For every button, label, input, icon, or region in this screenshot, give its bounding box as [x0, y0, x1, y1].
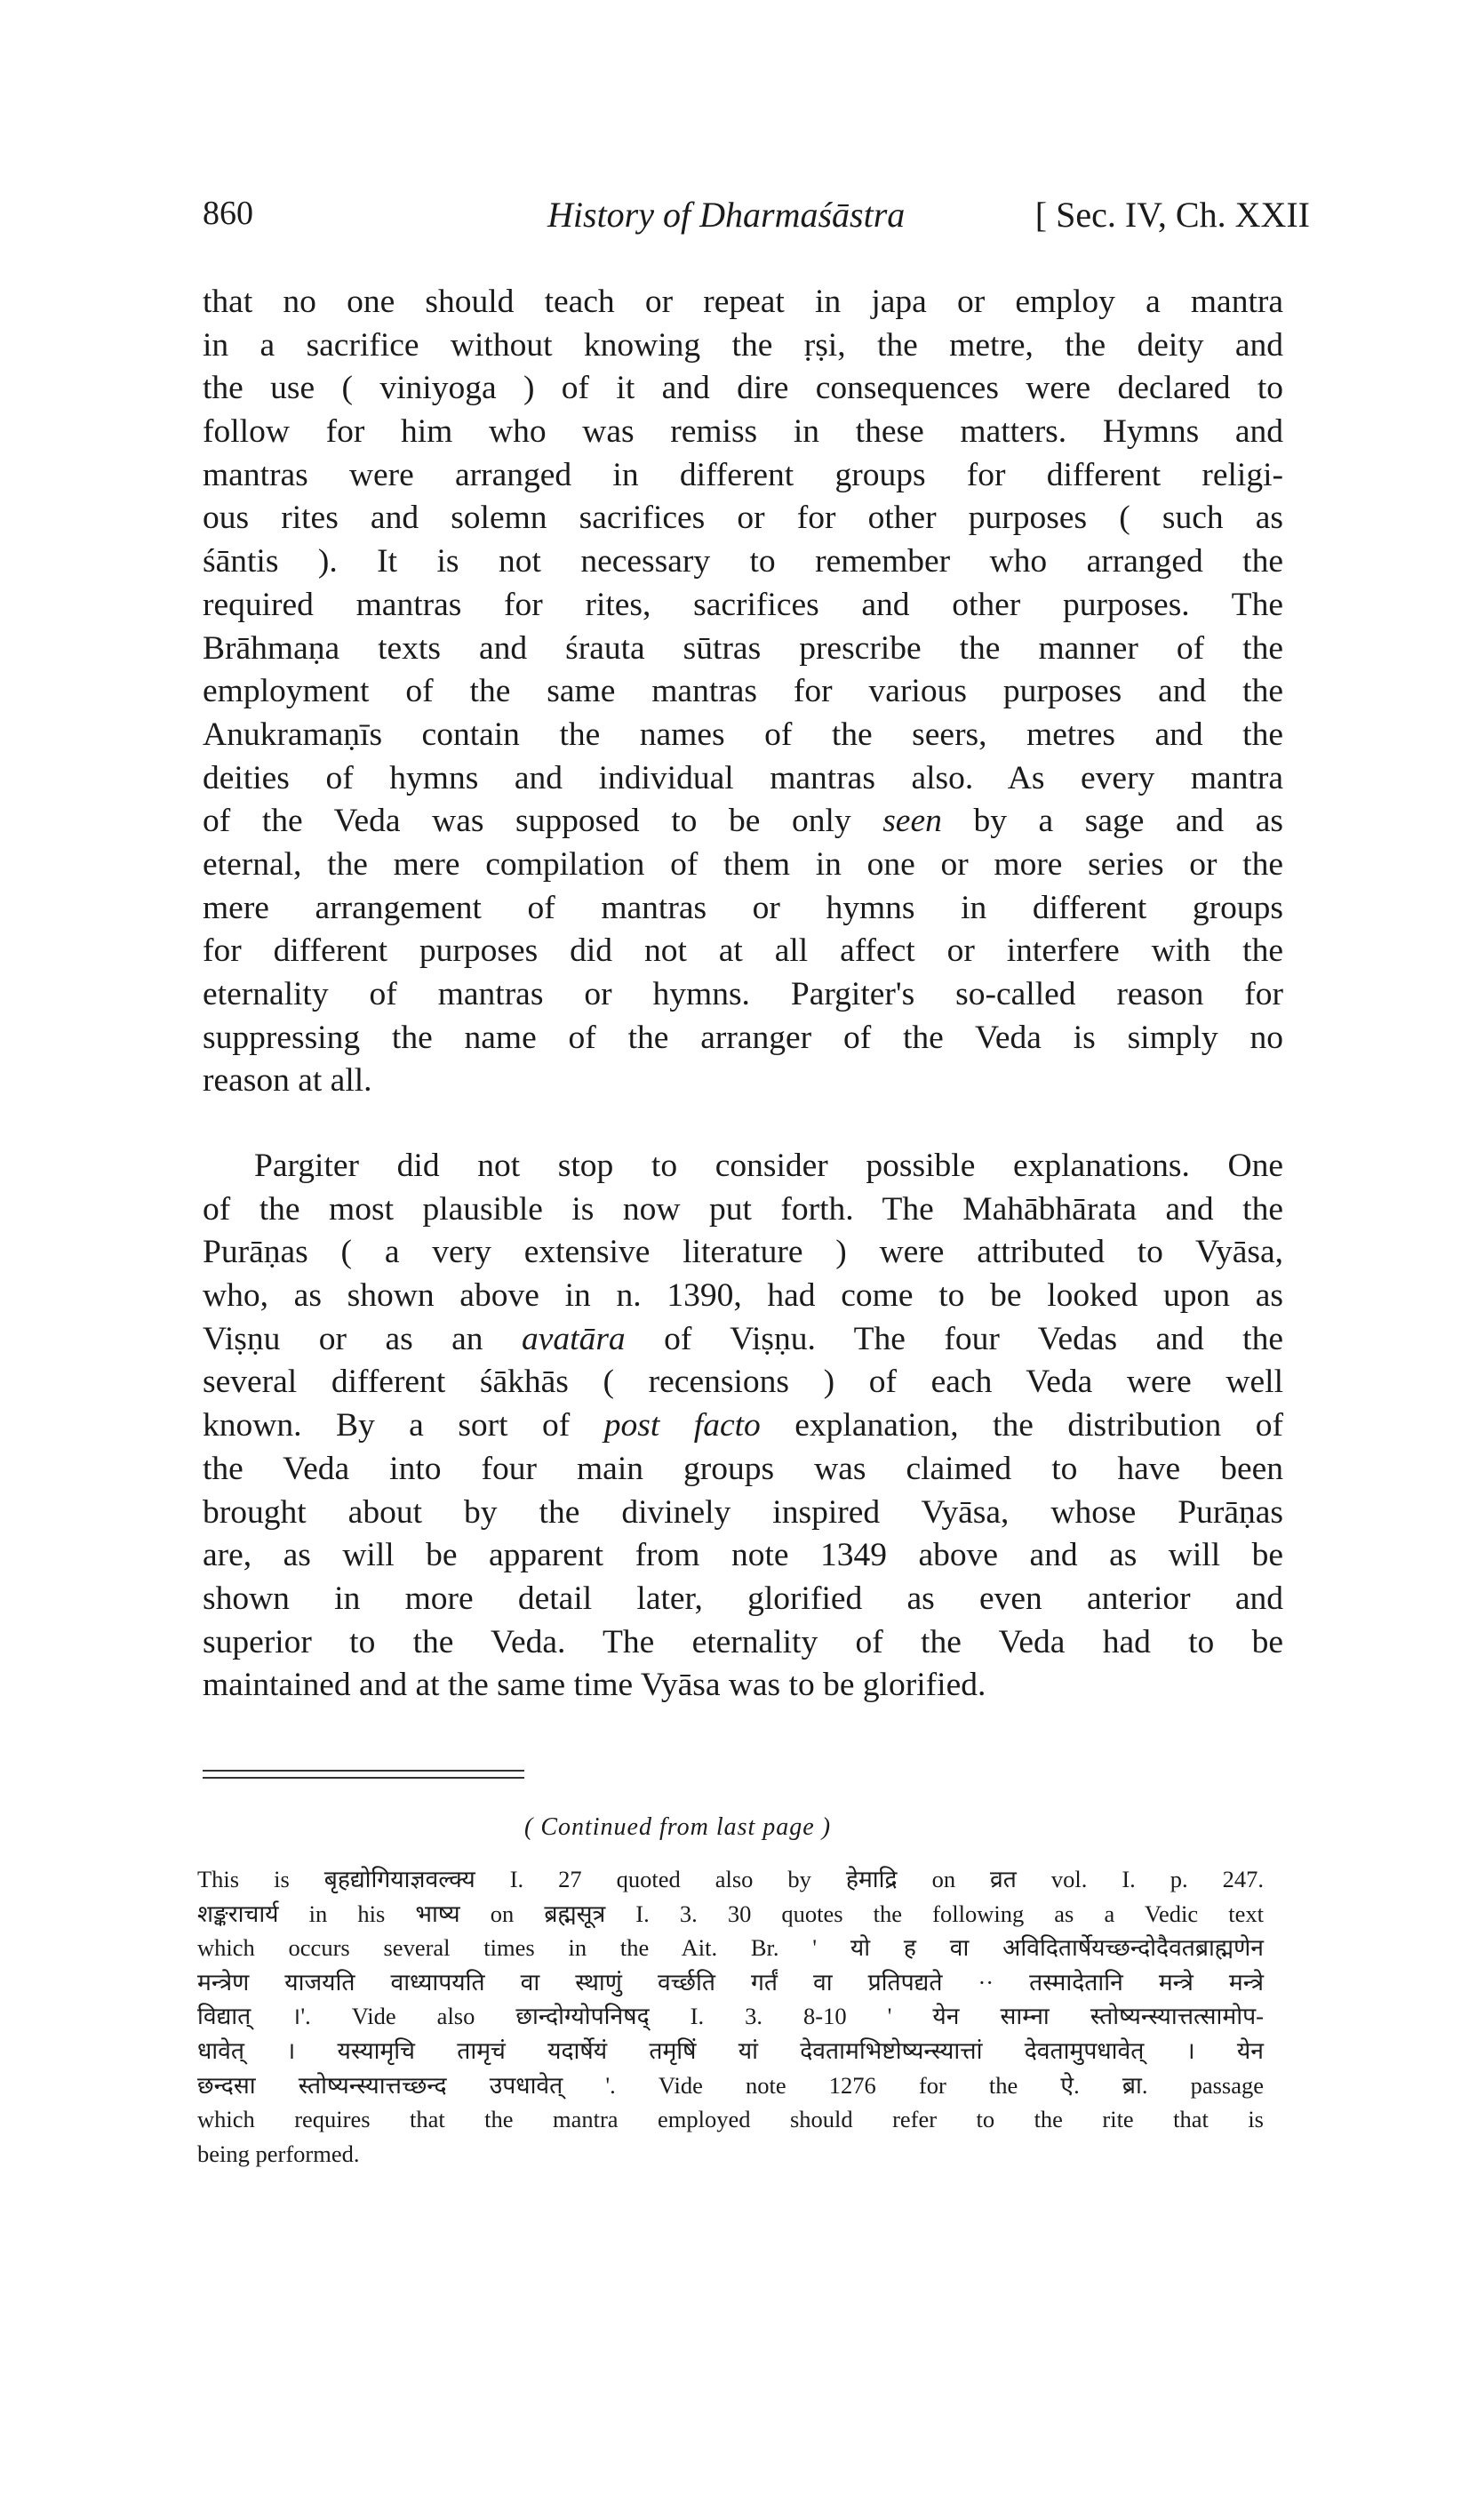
text-run: of Viṣṇu. The four Vedas and the: [625, 1320, 1283, 1357]
text-line: Purāṇas ( a very extensive literature ) were attributed to Vyāsa,: [203, 1234, 1283, 1271]
text-line: shown in more detail later, glorified as even anterior and: [203, 1580, 1283, 1617]
text-line: the use ( viniyoga ) of it and dire consequences were declared to: [203, 370, 1283, 407]
italic-term: seen: [882, 803, 942, 840]
text-line: mantras were arranged in different groups for different religi-: [203, 456, 1283, 493]
text-line: eternality of mantras or hymns. Pargiter's so-called reason for: [203, 976, 1283, 1012]
text-line: Pargiter did not stop to consider possible explanations. One: [254, 1148, 1283, 1184]
text-line: that no one should teach or repeat in japa or employ a mantra: [203, 284, 1283, 320]
paragraph-2: [203, 1145, 1283, 1708]
footnote-line: which requires that the mantra employed should refer to the rite that is: [197, 2106, 1264, 2133]
text-run: known. By a sort of: [203, 1407, 604, 1444]
section-label: [ Sec. IV, Ch. XXII: [1034, 195, 1310, 235]
footnote-line: धावेत् । यस्यामृचि तामृचं यदार्षेयं तमृषिं यां देवतामभिष्टोष्यन्स्यात्तां देवतामुपधावेत् । येन: [197, 2036, 1264, 2064]
text-run: Viṣṇu or as an: [203, 1320, 522, 1357]
paragraph-1: [203, 281, 1283, 1103]
text-line: [203, 1318, 1283, 1362]
text-line: of the most plausible is now put forth. The Mahābhārata and the: [203, 1190, 1283, 1228]
running-title: History of Dharmaśāstra: [547, 195, 906, 235]
footnote-line: शङ्कराचार्य in his भाष्य on ब्रह्मसूत्र I. 3. 30 quotes the following as a Vedic text: [197, 1900, 1264, 1927]
footnote-rule-top: [203, 1770, 524, 1772]
text-line: deities of hymns and individual mantras also. As every mantra: [203, 759, 1283, 796]
footnote-line: This is बृहद्योगियाज्ञवल्क्य I. 27 quoted also by हेमाद्रि on व्रत vol. I. p. 247.: [197, 1866, 1264, 1892]
text-run: explanation, the distribution of: [760, 1407, 1283, 1444]
text-line: śāntis ). It is not necessary to remember who arranged the: [203, 543, 1283, 580]
text-line: eternal, the mere compilation of them in one or more series or the: [203, 845, 1283, 883]
footnote-line: छन्दसा स्तोष्यन्स्यात्तच्छन्द उपधावेत् '. Vide note 1276 for the ऐ. ब्रा. passage: [197, 2071, 1264, 2099]
text-line: required mantras for rites, sacrifices and other purposes. The: [203, 586, 1283, 623]
text-line: superior to the Veda. The eternality of the Veda had to be: [203, 1623, 1283, 1660]
text-line: ous rites and solemn sacrifices or for other purposes ( such as: [203, 500, 1283, 537]
text-line: several different śākhās ( recensions ) of each Veda were well: [203, 1364, 1283, 1401]
text-line: employment of the same mantras for various purposes and the: [203, 673, 1283, 710]
text-line: in a sacrifice without knowing the ṛṣi, the metre, the deity and: [203, 326, 1283, 364]
text-line: brought about by the divinely inspired Vyāsa, whose Purāṇas: [203, 1493, 1283, 1531]
text-line: suppressing the name of the arranger of the Veda is simply no: [203, 1019, 1283, 1056]
text-run: by a sage and as: [941, 803, 1283, 840]
text-line: [203, 1404, 1283, 1448]
footnote-line: being performed.: [197, 2140, 360, 2167]
footnote-line: which occurs several times in the Ait. Br. ' यो ह वा अविदितार्षेयच्छन्दोदैवतब्राह्मणेन: [197, 1934, 1264, 1962]
text-line: maintained and at the same time Vyāsa was to be glorified.: [203, 1667, 986, 1704]
italic-term: avatāra: [522, 1320, 626, 1357]
text-line: [203, 800, 1283, 844]
text-line: reason at all.: [203, 1062, 372, 1100]
footnote-line: विद्यात् ।'. Vide also छान्दोग्योपनिषद् I. 3. 8-10 ' येन साम्ना स्तोष्यन्स्यात्तत्सामोप-: [197, 2003, 1264, 2030]
footnote-text: [197, 1862, 1264, 2171]
footnote-continued-label: ( Continued from last page ): [524, 1813, 832, 1841]
text-line: Brāhmaṇa texts and śrauta sūtras prescribe the manner of the: [203, 629, 1283, 667]
text-line: for different purposes did not at all affect or interfere with the: [203, 932, 1283, 970]
footnote-line: मन्त्रेण याजयति वाध्यापयति वा स्थाणुं वर्च्छति गर्तं वा प्रतिपद्यते ·· तस्मादेतानि मन्त्रे मन्त्रे: [197, 1968, 1264, 1996]
running-head: [203, 194, 1310, 247]
text-line: who, as shown above in n. 1390, had come to be looked upon as: [203, 1277, 1283, 1315]
text-line: follow for him who was remiss in these matters. Hymns and: [203, 413, 1283, 451]
text-line: are, as will be apparent from note 1349 above and as will be: [203, 1537, 1283, 1574]
text-run: of the Veda was supposed to be only: [203, 803, 883, 840]
text-line: the Veda into four main groups was claimed to have been: [203, 1450, 1283, 1487]
italic-term: post facto: [603, 1407, 761, 1444]
page-number: 860: [203, 195, 253, 232]
text-line: Anukramaṇīs contain the names of the seers, metres and the: [203, 716, 1283, 753]
footnote-rule-bottom: [203, 1777, 524, 1779]
text-line: mere arrangement of mantras or hymns in different groups: [203, 889, 1283, 926]
